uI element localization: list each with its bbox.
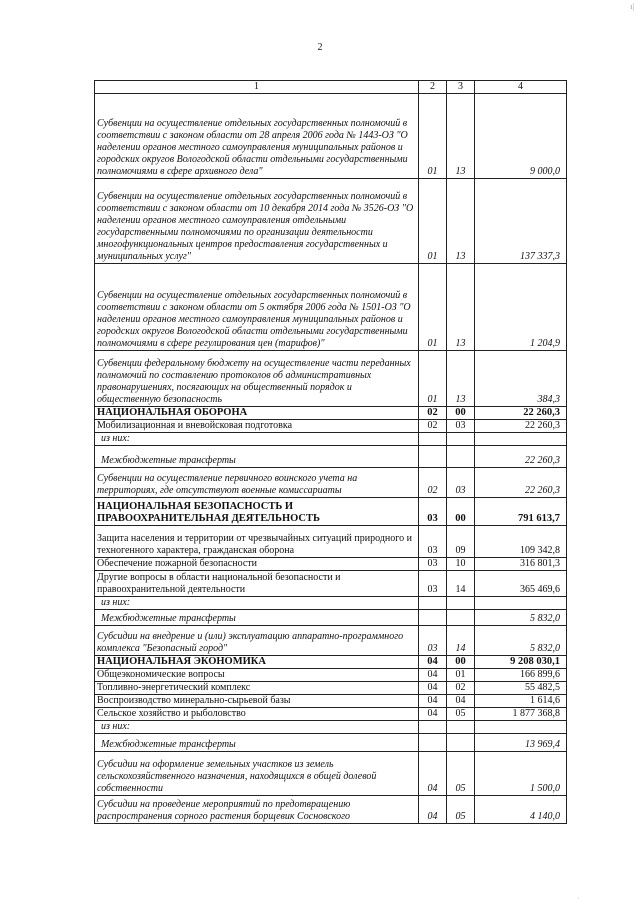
row-sum: 13 969,4	[475, 734, 567, 752]
row-rz: 01	[419, 94, 447, 179]
table-row	[95, 558, 567, 571]
row-sum: 22 260,3	[475, 407, 567, 420]
table-row	[95, 526, 567, 558]
table-row	[95, 433, 567, 446]
table-row	[95, 420, 567, 433]
row-name: Топливно-энергетический комплекс	[95, 682, 419, 695]
row-rz: 02	[419, 468, 447, 498]
row-sum: 384,3	[475, 351, 567, 407]
row-pr	[447, 734, 475, 752]
row-sum: 791 613,7	[475, 498, 567, 526]
scan-mark: ı|	[630, 2, 634, 11]
scan-mark-bottom: ·	[577, 894, 580, 903]
row-pr: 00	[447, 656, 475, 669]
row-pr	[447, 433, 475, 446]
row-sum: 22 260,3	[475, 446, 567, 468]
row-pr: 04	[447, 695, 475, 708]
table-row	[95, 468, 567, 498]
row-pr: 03	[447, 420, 475, 433]
row-rz: 04	[419, 682, 447, 695]
row-rz: 04	[419, 752, 447, 796]
row-name: НАЦИОНАЛЬНАЯ ЭКОНОМИКА	[95, 656, 419, 669]
row-sum: 166 899,6	[475, 669, 567, 682]
section-row	[95, 407, 567, 420]
row-rz: 03	[419, 498, 447, 526]
row-rz	[419, 610, 447, 626]
row-rz: 04	[419, 796, 447, 824]
row-sum: 22 260,3	[475, 420, 567, 433]
row-name: Субсидии на проведение мероприятий по предотвращению распространения сорного растения борщевик Сосновского	[95, 796, 419, 824]
row-sum: 5 832,0	[475, 626, 567, 656]
col-header-1: 1	[95, 81, 419, 94]
row-rz: 01	[419, 351, 447, 407]
section-row	[95, 498, 567, 526]
row-name: из них:	[95, 721, 419, 734]
row-name: НАЦИОНАЛЬНАЯ БЕЗОПАСНОСТЬ И ПРАВООХРАНИТЕЛЬНАЯ ДЕЯТЕЛЬНОСТЬ	[95, 498, 419, 526]
row-pr	[447, 597, 475, 610]
col-header-3: 3	[447, 81, 475, 94]
row-rz: 03	[419, 571, 447, 597]
row-rz: 02	[419, 407, 447, 420]
row-name: Общеэкономические вопросы	[95, 669, 419, 682]
table-row	[95, 571, 567, 597]
row-rz	[419, 433, 447, 446]
row-pr	[447, 721, 475, 734]
row-name: Субвенции федеральному бюджету на осуществление части переданных полномочий по составлению протоколов об административных правонарушениях, посягающих на общественный порядок и общественную безопасность	[95, 351, 419, 407]
table-row	[95, 721, 567, 734]
row-sum: 4 140,0	[475, 796, 567, 824]
row-name: Межбюджетные трансферты	[95, 446, 419, 468]
row-pr: 01	[447, 669, 475, 682]
row-rz	[419, 597, 447, 610]
row-pr: 03	[447, 468, 475, 498]
page-number: 2	[317, 42, 323, 53]
row-rz: 04	[419, 708, 447, 721]
row-pr: 02	[447, 682, 475, 695]
row-name: Субсидии на внедрение и (или) эксплуатацию аппаратно-программного комплекса "Безопасный город"	[95, 626, 419, 656]
table-row	[95, 446, 567, 468]
row-rz	[419, 721, 447, 734]
table-row	[95, 626, 567, 656]
row-name: Субвенции на осуществление отдельных государственных полномочий в соответствии с законом области от 5 октября 2006 года № 1501-ОЗ "О наделении органов местного самоуправления муниципальных районов и городских округов Вологодской области отдельными государственными полномочиями в сфере регулирования цен (тарифов)"	[95, 264, 419, 351]
row-name: Мобилизационная и вневойсковая подготовка	[95, 420, 419, 433]
row-rz: 01	[419, 179, 447, 264]
row-rz: 03	[419, 526, 447, 558]
row-name: Сельское хозяйство и рыболовство	[95, 708, 419, 721]
row-name: НАЦИОНАЛЬНАЯ ОБОРОНА	[95, 407, 419, 420]
row-name: Защита населения и территории от чрезвычайных ситуаций природного и техногенного характера, гражданская оборона	[95, 526, 419, 558]
row-sum	[475, 597, 567, 610]
table-header-row	[95, 81, 567, 94]
budget-table	[94, 80, 567, 824]
row-rz	[419, 734, 447, 752]
table-row	[95, 734, 567, 752]
row-name: Обеспечение пожарной безопасности	[95, 558, 419, 571]
row-name: Субсидии на оформление земельных участков из земель сельскохозяйственного назначения, находящихся в общей долевой собственности	[95, 752, 419, 796]
row-pr: 13	[447, 179, 475, 264]
row-rz: 03	[419, 626, 447, 656]
row-sum: 1 614,6	[475, 695, 567, 708]
row-pr: 13	[447, 94, 475, 179]
row-pr: 13	[447, 351, 475, 407]
row-rz	[419, 446, 447, 468]
row-sum: 1 877 368,8	[475, 708, 567, 721]
row-name: Другие вопросы в области национальной безопасности и правоохранительной деятельности	[95, 571, 419, 597]
col-header-2: 2	[419, 81, 447, 94]
table-row	[95, 597, 567, 610]
table-row	[95, 94, 567, 179]
row-sum: 365 469,6	[475, 571, 567, 597]
row-name: Субвенции на осуществление отдельных государственных полномочий в соответствии с законом области от 28 апреля 2006 года № 1443-ОЗ "О наделении органов местного самоуправления муниципальных районов и городских округов Вологодской области отдельными государственными полномочиями в сфере архивного дела"	[95, 94, 419, 179]
row-name: Воспроизводство минерально-сырьевой базы	[95, 695, 419, 708]
row-pr: 14	[447, 571, 475, 597]
row-sum: 22 260,3	[475, 468, 567, 498]
row-name: Субвенции на осуществление первичного воинского учета на территориях, где отсутствуют военные комиссариаты	[95, 468, 419, 498]
row-sum: 9 000,0	[475, 94, 567, 179]
table-row	[95, 682, 567, 695]
table-row	[95, 669, 567, 682]
row-rz: 03	[419, 558, 447, 571]
row-rz: 02	[419, 420, 447, 433]
row-name: Субвенции на осуществление отдельных государственных полномочий в соответствии с законом области от 10 декабря 2014 года № 3526-ОЗ "О наделении органов местного самоуправления отдельными государственными полномочиями по организации деятельности многофункциональных центров предоставления государственных и муниципальных услуг"	[95, 179, 419, 264]
row-sum: 1 500,0	[475, 752, 567, 796]
row-rz: 04	[419, 695, 447, 708]
row-pr: 10	[447, 558, 475, 571]
row-name: Межбюджетные трансферты	[95, 734, 419, 752]
row-sum: 55 482,5	[475, 682, 567, 695]
row-pr	[447, 446, 475, 468]
table-row	[95, 695, 567, 708]
row-pr: 05	[447, 708, 475, 721]
row-pr: 00	[447, 498, 475, 526]
section-row	[95, 656, 567, 669]
row-sum: 109 342,8	[475, 526, 567, 558]
row-rz: 01	[419, 264, 447, 351]
table-row	[95, 264, 567, 351]
table-row	[95, 610, 567, 626]
row-pr: 13	[447, 264, 475, 351]
row-pr: 09	[447, 526, 475, 558]
row-rz: 04	[419, 656, 447, 669]
row-pr: 05	[447, 796, 475, 824]
table-row	[95, 796, 567, 824]
row-sum	[475, 721, 567, 734]
col-header-4: 4	[475, 81, 567, 94]
row-rz: 04	[419, 669, 447, 682]
table-row	[95, 351, 567, 407]
row-pr: 00	[447, 407, 475, 420]
row-sum: 5 832,0	[475, 610, 567, 626]
table-row	[95, 179, 567, 264]
row-pr: 05	[447, 752, 475, 796]
row-sum: 137 337,3	[475, 179, 567, 264]
row-pr	[447, 610, 475, 626]
row-sum	[475, 433, 567, 446]
table-row	[95, 708, 567, 721]
row-sum: 9 208 030,1	[475, 656, 567, 669]
row-sum: 316 801,3	[475, 558, 567, 571]
row-name: Межбюджетные трансферты	[95, 610, 419, 626]
table-row	[95, 752, 567, 796]
row-name: из них:	[95, 433, 419, 446]
row-sum: 1 204,9	[475, 264, 567, 351]
row-pr: 14	[447, 626, 475, 656]
row-name: из них:	[95, 597, 419, 610]
